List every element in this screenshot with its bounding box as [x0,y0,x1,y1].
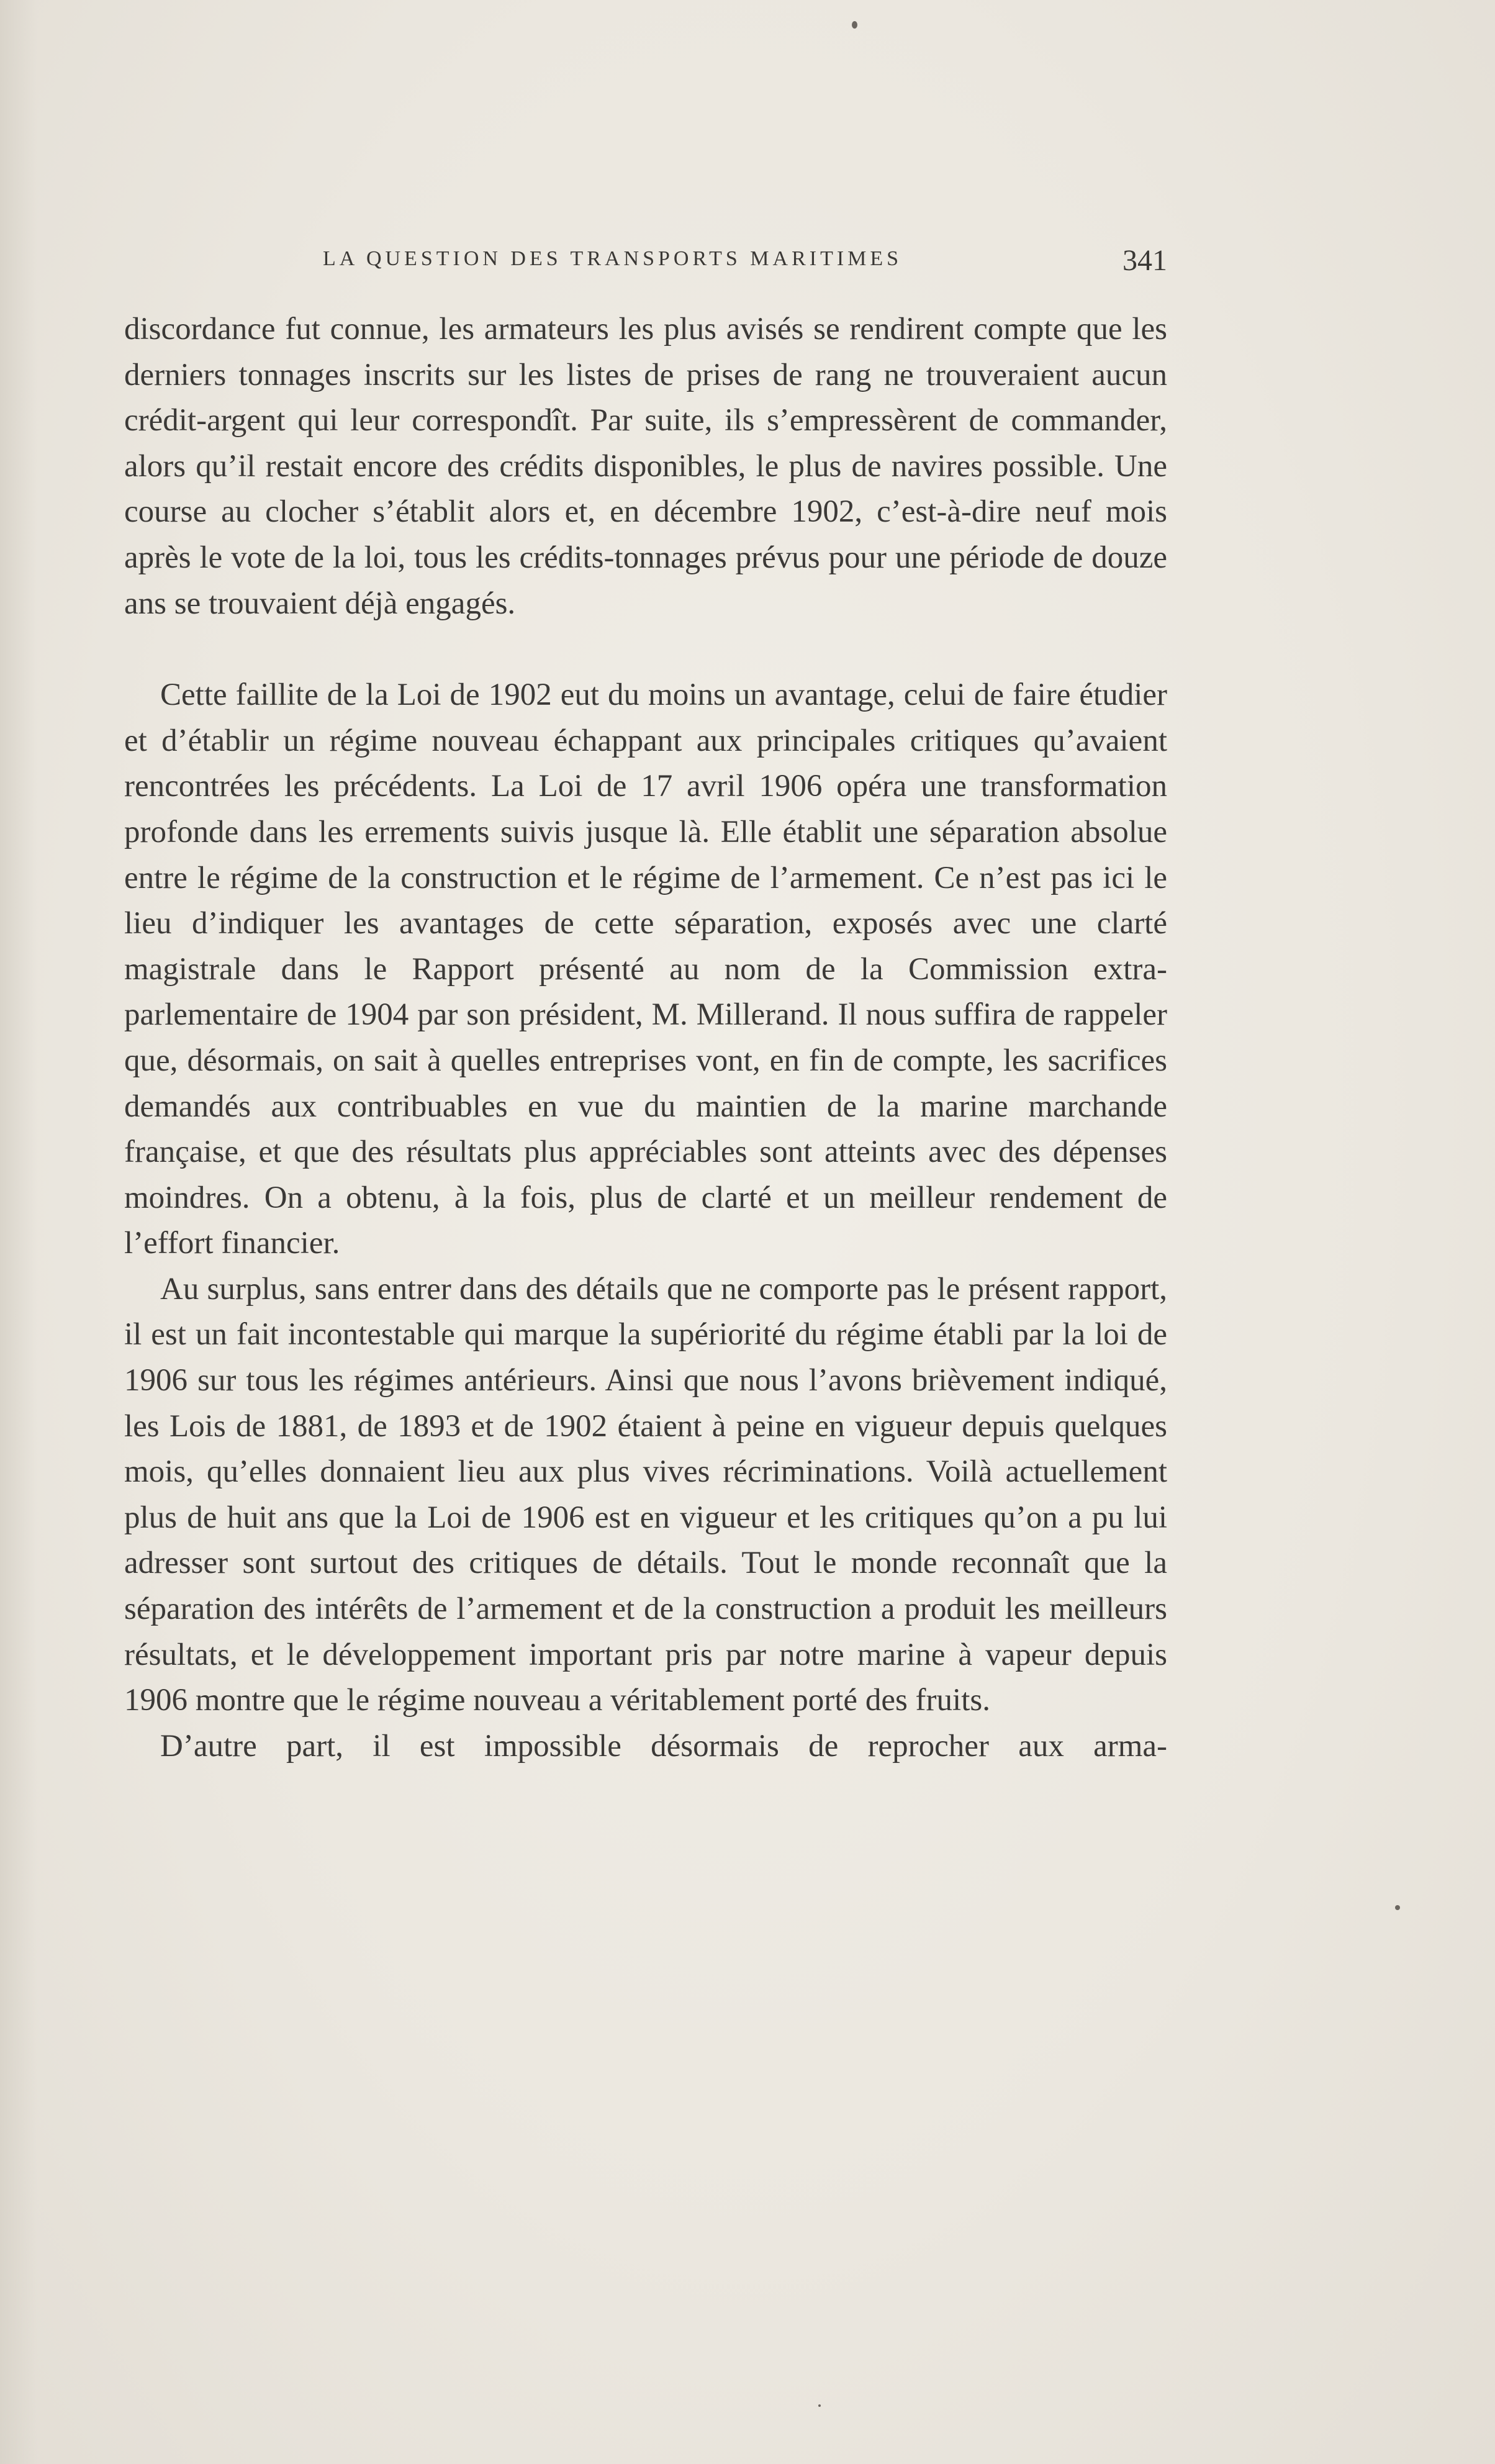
speck [852,21,857,29]
running-title: LA QUESTION DES TRANSPORTS MARITIMES [323,247,903,270]
paragraph: Au surplus, sans entrer dans des détails que ne comporte pas le présent rapport, il est un fait incontestable qui marque la supériorité du régime établi par la loi de 1906 sur tous les régimes antérieurs. Ainsi que nous l’avons brièvement indiqué, les Lois de 1881, de 1893 et de 1902 étaient à peine en vigueur depuis quelques mois, qu’elles donnaient lieu aux plus vives récriminations. Voilà actuellement plus de huit ans que la Loi de 1906 est en vigueur et les critiques qu’on a pu lui adresser sont surtout des critiques de détails. Tout le monde reconnaît que la séparation des intérêts de l’armement et de la construction a produit les meilleurs résultats, et le développement important pris par notre marine à vapeur depuis 1906 montre que le régime nouveau a véritablement porté des fruits. [124,1271,1167,1718]
paragraph: discordance fut connue, les armateurs les plus avisés se rendirent compte que les derniers tonnages inscrits sur les listes de prises de rang ne trouveraient aucun crédit-argent qui leur correspondît. Par suite, ils s’empressèrent de commander, alors qu’il restait encore des crédits disponibles, le plus de navires possible. Une course au clocher s’établit alors et, en décembre 1902, c’est-à-dire neuf mois après le vote de la loi, tous les crédits-tonnages prévus pour une période de douze ans se trouvaient déjà engagés. [124,312,1167,621]
body-text [124,307,1167,1769]
paragraph: Cette faillite de la Loi de 1902 eut du moins un avantage, celui de faire étudier et d’établir un régime nouveau échappant aux principales critiques qu’avaient rencontrées les précédents. La Loi de 17 avril 1906 opéra une transformation profonde dans les errements suivis jusque là. Elle établit une séparation absolue entre le régime de la construction et le régime de l’armement. Ce n’est pas ici le lieu d’indiquer les avantages de cette séparation, exposés avec une clarté magistrale dans le Rapport présenté au nom de la Commission extra-parlementaire de 1904 par son président, M. Millerand. Il nous suffira de rappeler que, désormais, on sait à quelles entreprises vont, en fin de compte, les sacrifices demandés aux contribuables en vue du maintien de la marine marchande française, et que des résultats plus appréciables sont atteints avec des dépenses moindres. On a obtenu, à la fois, plus de clarté et un meilleur rendement de l’effort financier. [124,677,1167,1261]
speck [1395,1905,1400,1910]
paragraph: D’autre part, il est impossible désormais de reprocher aux arma- [160,1728,1167,1764]
page-number: 341 [1122,244,1167,277]
speck [818,2404,821,2407]
page-edge-shadow [0,0,37,2464]
page-header [124,243,1167,281]
